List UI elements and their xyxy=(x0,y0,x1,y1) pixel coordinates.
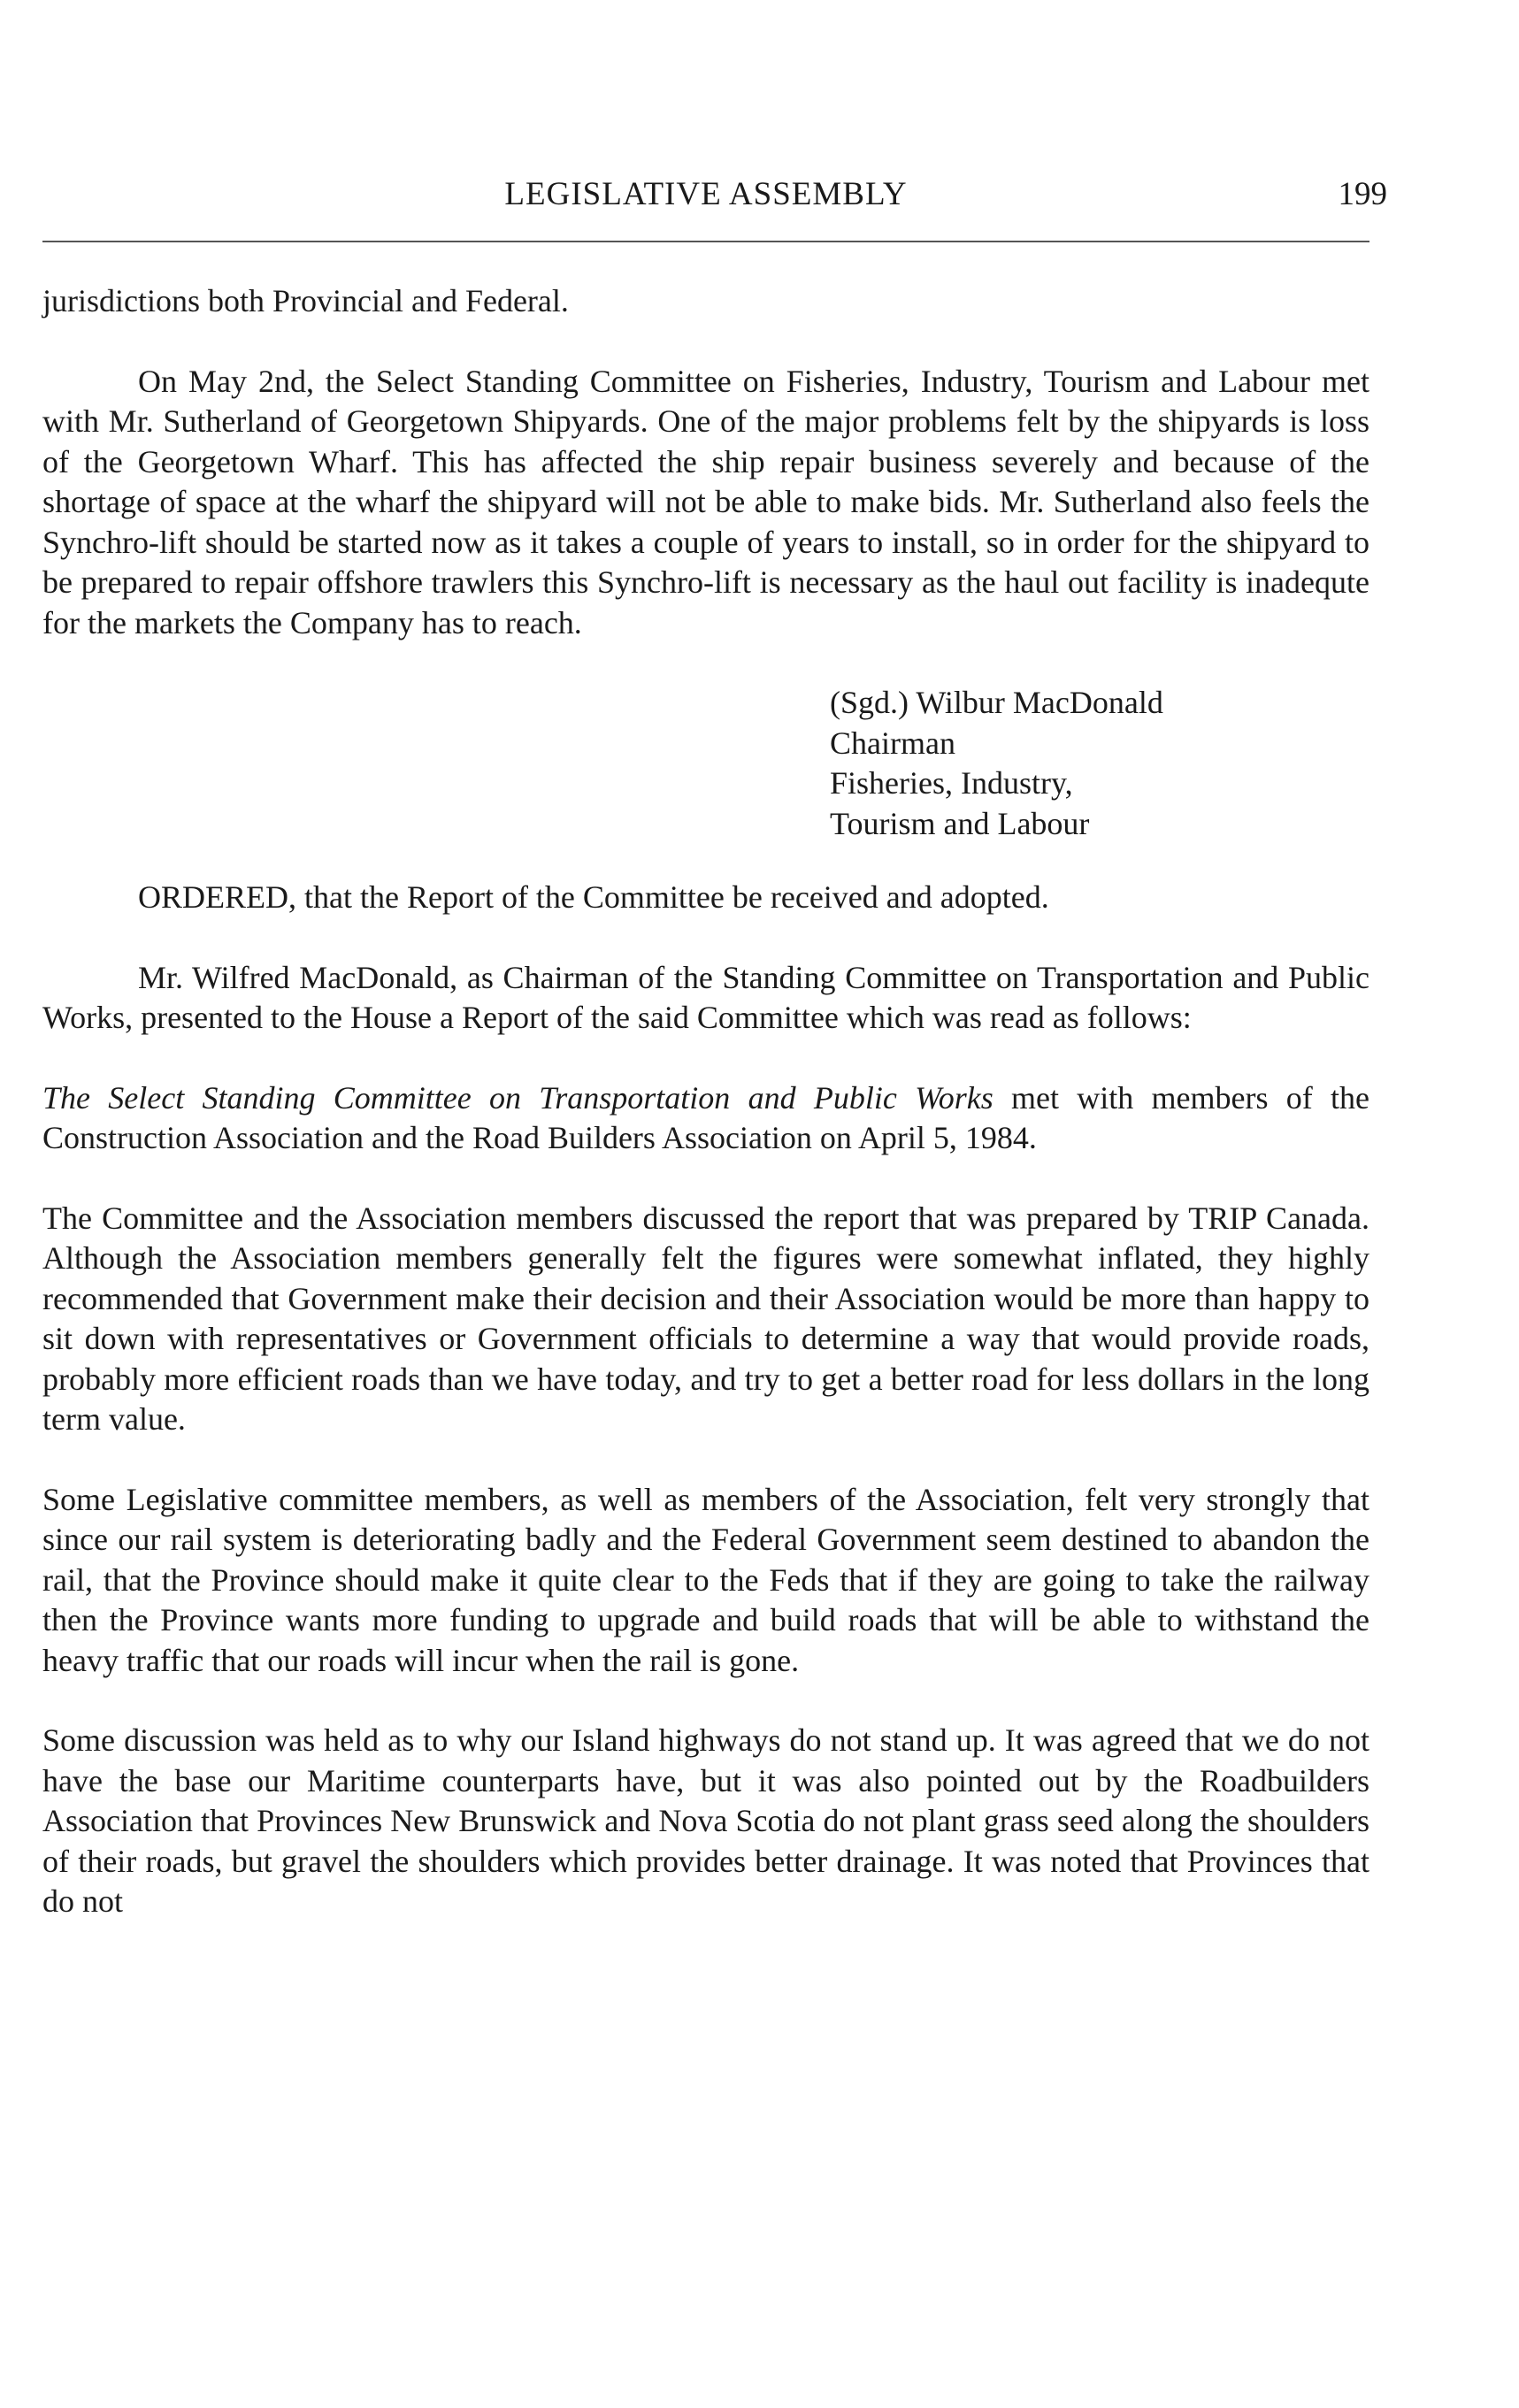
signature-committee-line2: Tourism and Labour xyxy=(830,805,1090,841)
paragraph-committee-meeting xyxy=(42,1078,1369,1159)
running-header xyxy=(42,173,1387,216)
paragraph-island-highways: Some discussion was held as to why our Island highways do not stand up. It was agreed that we do not have the base our Maritime counterparts have, but it was also pointed out by the Roadbuilders Association that Provinces New Brunswick and Nova Scotia do not plant grass seed along the shoulders of their roads, but gravel the shoulders which provides better drainage. It was noted that Provinces that do not xyxy=(42,1722,1369,1919)
document-page xyxy=(42,0,1387,2408)
paragraph-continuation: jurisdictions both Provincial and Federal. xyxy=(42,283,569,318)
paragraph-rail-system: Some Legislative committee members, as well as members of the Association, felt very strongly that since our rail system is deteriorating badly and the Federal Government seem destined to abandon the rail, that the Province should make it quite clear to the Feds that if they are going to take the railway then the Province wants more funding to upgrade and build roads that will be able to withstand the heavy traffic that our roads will incur when the rail is gone. xyxy=(42,1481,1369,1678)
page-number: 199 xyxy=(1338,176,1387,212)
signature-role: Chairman xyxy=(830,725,955,761)
signature-committee-line1: Fisheries, Industry, xyxy=(830,765,1073,801)
running-title: LEGISLATIVE ASSEMBLY xyxy=(504,176,908,212)
signature-name: (Sgd.) Wilbur MacDonald xyxy=(830,685,1163,720)
paragraph-trip-report: The Committee and the Association members discussed the report that was prepared by TRIP Canada. Although the Association members generally felt the figures were somewhat inflated, they highly recommended that Government make their decision and their Association would be more than happy to sit down with representatives or Government officials to determine a way that would provide roads, probably more efficient roads than we have today, and try to get a better road for less dollars in the long term value. xyxy=(42,1200,1369,1437)
committee-name-italic: The Select Standing Committee on Transportation and Public Works xyxy=(42,1079,993,1116)
paragraph-fisheries-report: On May 2nd, the Select Standing Committee on Fisheries, Industry, Tourism and Labour met with Mr. Sutherland of Georgetown Shipyards. One of the major problems felt by the shipyards is loss of the Georgetown Wharf. This has affected the ship repair business severely and because of the shortage of space at the wharf the shipyard will not be able to make bids. Mr. Sutherland also feels the Synchro-lift should be started now as it takes a couple of years to install, so in order for the shipyard to be prepared to repair offshore trawlers this Synchro-lift is necessary as the haul out facility is inadequte for the markets the Company has to reach. xyxy=(42,363,1369,640)
header-rule xyxy=(42,241,1369,242)
committee-meeting-text: met with members of the Construction Association and the Road Builders Association on April 5, 1984. xyxy=(42,1079,1369,1155)
paragraph-transportation-intro: Mr. Wilfred MacDonald, as Chairman of the Standing Committee on Transportation and Public Works, presented to the House a Report of the said Committee which was read as follows: xyxy=(42,959,1369,1035)
ordered-statement: ORDERED, that the Report of the Committee be received and adopted. xyxy=(138,879,1049,915)
signature-block xyxy=(830,683,1369,844)
document-body xyxy=(42,281,1369,1962)
